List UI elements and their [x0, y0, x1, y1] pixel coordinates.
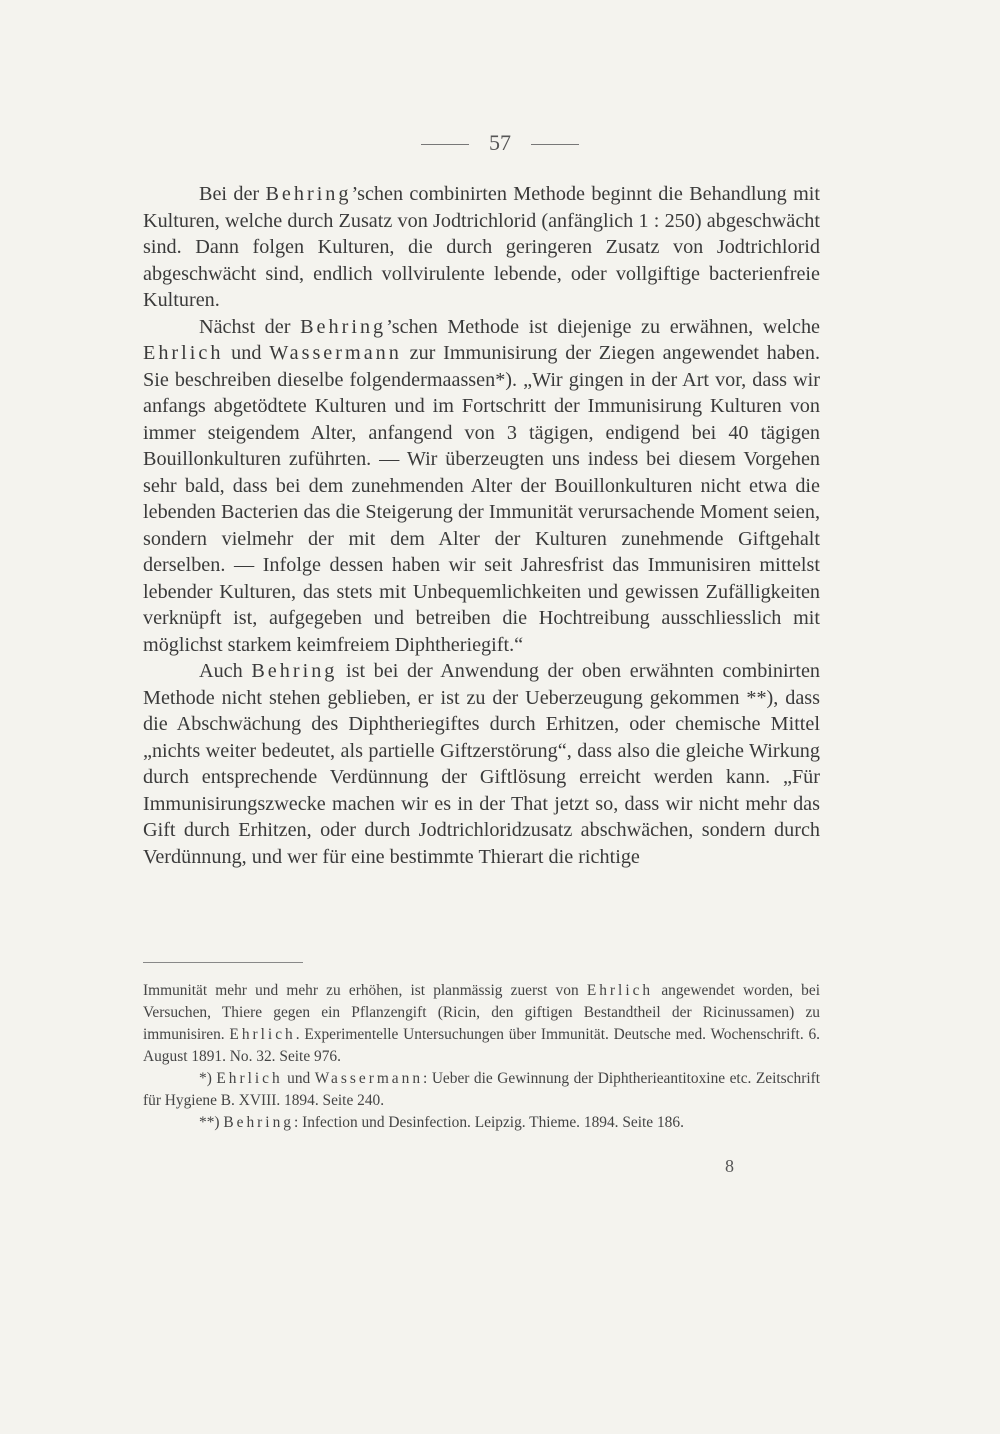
- text-run: ist bei der Anwendung der oben erwähnten combinirten Methode nicht stehen geblieben, er ist zu der Ueberzeugung gekommen **), dass die Abschwächung des Diphtheriegiftes durch Erhitzen, oder chemische Mittel „nichts weiter bedeutet, als partielle Giftzerstörung“, dass also die gleiche Wirkung durch entsprechende Verdünnung der Giftlösung erreicht werden kann. „Für Immunisirungszwecke machen wir es in der That jetzt so, dass wir nicht mehr das Gift durch Erhitzen, oder durch Jodtrichloridzusatz abschwächen, sondern durch Verdünnung, und wer für eine bestimmte Thierart die richtige: [143, 660, 820, 868]
- page-header: [0, 130, 1000, 156]
- text-run: und: [282, 1070, 315, 1087]
- text-run: Bei der: [199, 183, 266, 205]
- text-run: *): [199, 1070, 217, 1087]
- spaced-name: Behring: [300, 315, 387, 338]
- text-run: angewendet worden, bei Versuchen, Thiere gegen ein Pflanzengift (Ricin, den giftigen Bestandtheil der Ricinussamen) zu immunisiren.: [143, 982, 820, 1043]
- paragraph: [143, 314, 820, 659]
- footnote: [143, 980, 820, 1068]
- footnote-separator: [143, 962, 303, 963]
- text-run: ’schen combinirten Methode beginnt die Behandlung mit Kulturen, welche durch Zusatz von Jodtrichlorid (anfänglich 1 : 250) abgeschwächt sind. Dann folgen Kulturen, die durch geringeren Zusatz von Jodtrichlorid abgeschwächt sind, endlich vollvirulente lebende, oder vollgiftige bacterienfreie Kulturen.: [143, 183, 820, 311]
- spaced-name: Behring: [265, 183, 352, 205]
- spaced-name: Behring: [223, 1114, 294, 1131]
- text-run: und: [223, 342, 270, 364]
- body-text: [143, 181, 820, 870]
- text-run: : Infection und Desinfection. Leipzig. Thieme. 1894. Seite 186.: [293, 1114, 684, 1131]
- page-number: 57: [489, 130, 511, 155]
- paragraph: [143, 658, 820, 870]
- spaced-name: Wassermann: [314, 1070, 424, 1087]
- spaced-name: Ehrlich: [143, 342, 224, 364]
- text-run: Auch: [199, 660, 252, 682]
- text-run: ’schen Methode ist diejenige zu erwähnen, welche: [386, 315, 820, 338]
- footnote: [143, 1068, 820, 1112]
- text-run: **): [199, 1114, 224, 1131]
- header-rule-left: [421, 144, 469, 145]
- spaced-name: Ehrlich: [216, 1070, 283, 1087]
- text-run: . Experimentelle Untersuchungen über Immunität. Deutsche med. Wochenschrift. 6. August 1891. No. 32. Seite 976.: [143, 1026, 820, 1065]
- spaced-name: Ehrlich: [586, 982, 654, 999]
- footnotes: [143, 980, 820, 1134]
- paragraph: [143, 181, 820, 314]
- text-run: Immunität mehr und mehr zu erhöhen, ist planmässig zuerst von: [143, 982, 587, 999]
- spaced-name: Ehrlich: [229, 1026, 296, 1043]
- text-run: : Ueber die Gewinnung der Diphtherieantitoxine etc. Zeitschrift für Hygiene B. XVIII. 1894. Seite 240.: [143, 1070, 821, 1109]
- footnote: [143, 1112, 820, 1134]
- spaced-name: Behring: [251, 660, 338, 682]
- header-rule-right: [531, 144, 579, 145]
- spaced-name: Wassermann: [269, 342, 402, 364]
- signature-mark: 8: [725, 1156, 734, 1176]
- text-run: Nächst der: [199, 315, 301, 338]
- text-run: zur Immunisirung der Ziegen angewendet haben. Sie beschreiben dieselbe folgendermaassen*). „Wir gingen in der Art vor, dass wir anfangs abgetödtete Kulturen und im Fortschritt der Immunisirung Kulturen von immer steigendem Alter, anfangend von 3 tägigen, endigend bei 40 tägigen Bouillonkulturen zuführten. — Wir überzeugten uns indess bei diesem Vorgehen sehr bald, dass bei dem zunehmenden Alter der Bouillonkulturen nicht etwa die lebenden Bacterien das die Steigerung der Immunität verursachende Moment seien, sondern vielmehr der mit dem Alter der Kulturen zunehmende Giftgehalt derselben. — Infolge dessen haben wir seit Jahresfrist das Immunisiren mittelst lebender Kulturen, das stets mit Unbequemlichkeiten und gewissen Zufälligkeiten verknüpft ist, aufgegeben und betreiben die Hochtreibung ausschliesslich mit möglichst starkem keimfreiem Diphtheriegift.“: [143, 342, 820, 656]
